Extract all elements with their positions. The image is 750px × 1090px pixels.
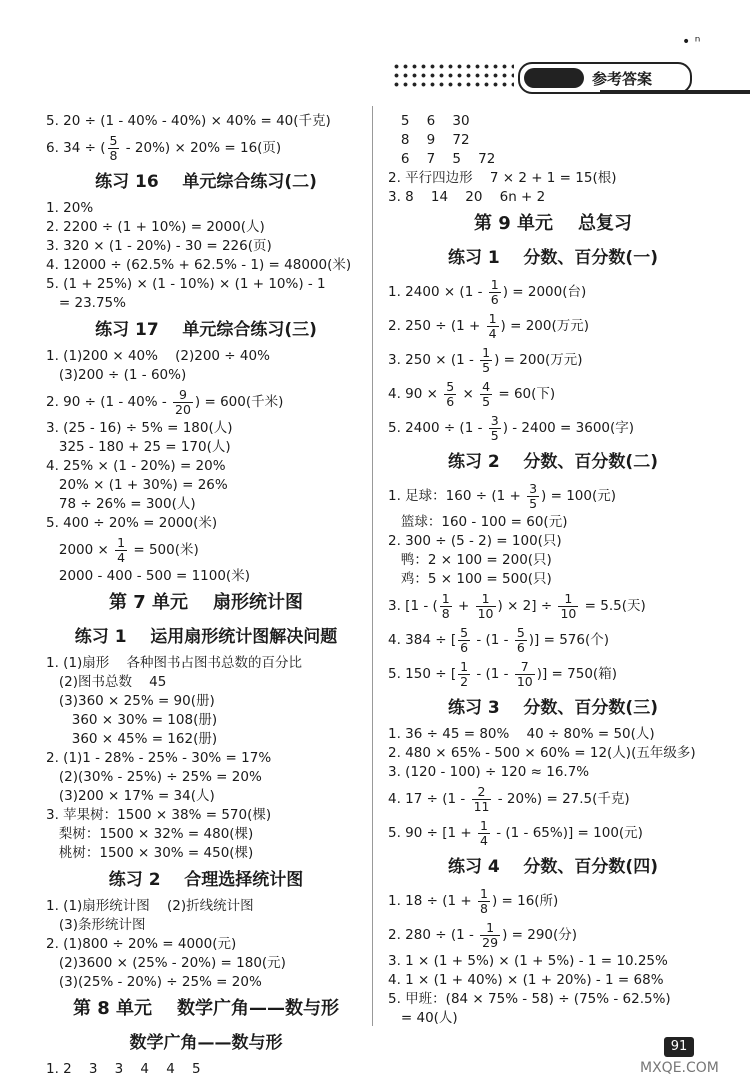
fraction: $\frac{1}{6}$ <box>490 276 499 307</box>
fraction: $\frac{1}{29}$ <box>482 919 499 950</box>
answer-line: (3)条形统计图 <box>46 917 146 933</box>
answer-line: 2. (1)800 ÷ 20% = 4000(元) <box>46 936 237 952</box>
answer-line: 1. (1)扇形统计图 (2)折线统计图 <box>46 898 254 914</box>
answer-line: 篮球：160 - 100 = 60(元) <box>388 514 568 530</box>
fraction: $\frac{1}{8}$ <box>480 885 488 916</box>
answer-line: 2. 250 ÷ (1 + $\frac{1}{4}$ ) = 200(万元) <box>388 310 590 341</box>
fraction: $\frac{1}{4}$ <box>488 310 497 341</box>
answer-line: 3. 320 × (1 - 20%) - 30 = 226(页) <box>46 238 272 254</box>
fraction: $\frac{1}{4}$ <box>117 534 126 565</box>
column-divider <box>372 106 373 1026</box>
right-column <box>388 112 718 1028</box>
fraction: $\frac{5}{8}$ <box>109 132 118 163</box>
answer-line: (3)360 × 25% = 90(册) <box>46 693 215 709</box>
answer-line: 1. 2 3 3 4 4 5 <box>46 1061 201 1077</box>
answer-line: 4. 384 ÷ [ $\frac{5}{6}$ - (1 - $\frac{5}{6}$ )] = 576(个) <box>388 624 610 655</box>
fraction: $\frac{1}{2}$ <box>460 658 469 689</box>
page-number: 91 <box>664 1037 694 1057</box>
unit-heading: 第 8 单元 数学广角——数与形 <box>72 998 340 1019</box>
answer-line: 8 9 72 <box>388 132 470 148</box>
section-heading: 练习 4 分数、百分数(四) <box>448 857 658 877</box>
answer-line: 3. 1 × (1 + 5%) × (1 + 5%) - 1 = 10.25% <box>388 953 668 969</box>
answer-line: 78 ÷ 26% = 300(人) <box>46 496 196 512</box>
answer-line: 2. 90 ÷ (1 - 40% - $\frac{9}{20}$ ) = 600(千米) <box>46 386 284 417</box>
answer-line: 5. 甲班：(84 × 75% - 58) ÷ (75% - 62.5%) <box>388 991 671 1007</box>
unit-heading: 第 7 单元 扇形统计图 <box>108 592 304 613</box>
answer-line: 1. 20% <box>46 200 94 216</box>
answer-line: 1. 2400 × (1 - $\frac{1}{6}$ ) = 2000(台) <box>388 276 587 307</box>
answer-line: 360 × 30% = 108(册) <box>46 712 218 728</box>
answer-line: 5. 150 ÷ [ $\frac{1}{2}$ - (1 - $\frac{7}{10}$ )] = 750(箱) <box>388 658 617 689</box>
answer-line: = 23.75% <box>46 295 126 311</box>
answer-line: (2)(30% - 25%) ÷ 25% = 20% <box>46 769 262 785</box>
answer-line: (3)200 ÷ (1 - 60%) <box>46 367 187 383</box>
fraction: $\frac{1}{4}$ <box>480 817 488 848</box>
fraction: $\frac{1}{8}$ <box>441 590 450 621</box>
answer-line: 5 6 30 <box>388 113 470 129</box>
answer-line: 1. (1)扇形 各种图书占图书总数的百分比 <box>46 655 302 671</box>
answer-line: 360 × 45% = 162(册) <box>46 731 218 747</box>
fraction: $\frac{5}{6}$ <box>516 624 525 655</box>
section-heading: 练习 1 运用扇形统计图解决问题 <box>74 627 338 647</box>
answer-line: 6. 34 ÷ ( $\frac{5}{8}$ - 20%) × 20% = 16(页) <box>46 132 282 163</box>
answer-line: 3. 8 14 20 6n + 2 <box>388 189 546 205</box>
section-heading: 练习 17 单元综合练习(三) <box>95 320 317 340</box>
header-label: 参考答案 <box>592 70 653 88</box>
section-heading: 练习 2 合理选择统计图 <box>108 870 304 890</box>
watermark: MXQE.COM <box>640 1060 719 1076</box>
tab-dark-pill <box>524 68 584 88</box>
answer-line: (2)3600 × (25% - 20%) = 180(元) <box>46 955 286 971</box>
dot-grid-decoration <box>392 62 514 90</box>
answer-line: 2. 480 × 65% - 500 × 60% = 12(人)(五年级多) <box>388 745 696 761</box>
answer-line: 3. [1 - ( $\frac{1}{8}$ + $\frac{1}{10}$ ) × 2] ÷ $\frac{1}{10}$ = 5.5(天) <box>388 590 646 621</box>
answer-line: 5. (1 + 25%) × (1 - 10%) × (1 + 10%) - 1 <box>46 276 326 292</box>
answer-line: (2)图书总数 45 <box>46 674 167 690</box>
section-heading: 练习 16 单元综合练习(二) <box>95 172 317 192</box>
answer-line: 2. 平行四边形 7 × 2 + 1 = 15(根) <box>388 170 617 186</box>
fraction: $\frac{9}{20}$ <box>175 386 191 417</box>
answer-line: 2. 300 ÷ (5 - 2) = 100(只) <box>388 533 562 549</box>
answer-line: 3. 苹果树：1500 × 38% = 570(棵) <box>46 807 272 823</box>
answer-line: 2. 2200 ÷ (1 + 10%) = 2000(人) <box>46 219 265 235</box>
answer-line: 2. (1)1 - 28% - 25% - 30% = 17% <box>46 750 272 766</box>
answer-line: 3. (120 - 100) ÷ 120 ≈ 16.7% <box>388 764 590 780</box>
answer-line: 20% × (1 + 30%) = 26% <box>46 477 228 493</box>
section-heading: 数学广角——数与形 <box>129 1033 283 1053</box>
fraction: $\frac{1}{10}$ <box>560 590 577 621</box>
answer-line: 1. (1)200 × 40% (2)200 ÷ 40% <box>46 348 270 364</box>
answer-line: 4. 25% × (1 - 20%) = 20% <box>46 458 226 474</box>
answer-line: 5. 400 ÷ 20% = 2000(米) <box>46 515 218 531</box>
fraction: $\frac{5}{6}$ <box>446 378 455 409</box>
answer-line: (3)(25% - 20%) ÷ 25% = 20% <box>46 974 262 990</box>
answer-line: 2. 280 ÷ (1 - $\frac{1}{29}$ ) = 290(分) <box>388 919 578 950</box>
section-heading: 练习 3 分数、百分数(三) <box>448 698 658 718</box>
answer-line: 1. 足球：160 ÷ (1 + $\frac{3}{5}$ ) = 100(元) <box>388 480 617 511</box>
unit-heading: 第 9 单元 总复习 <box>473 213 633 234</box>
fraction: $\frac{7}{10}$ <box>516 658 533 689</box>
answer-line: 1. 36 ÷ 45 = 80% 40 ÷ 80% = 50(人) <box>388 726 655 742</box>
answer-line: 4. 17 ÷ (1 - $\frac{2}{11}$ - 20%) = 27.5(千克) <box>388 783 630 814</box>
fraction: $\frac{3}{5}$ <box>529 480 538 511</box>
answer-line: 桃树：1500 × 30% = 450(棵) <box>46 845 254 861</box>
answer-line: 6 7 5 72 <box>388 151 496 167</box>
fraction: $\frac{2}{11}$ <box>473 783 490 814</box>
answer-line: 2000 × $\frac{1}{4}$ = 500(米) <box>46 534 199 565</box>
fraction: $\frac{1}{10}$ <box>477 590 494 621</box>
answer-line: = 40(人) <box>388 1010 458 1026</box>
answer-line: 1. 18 ÷ (1 + $\frac{1}{8}$ ) = 16(所) <box>388 885 559 916</box>
answer-line: (3)200 × 17% = 34(人) <box>46 788 215 804</box>
answer-line: 325 - 180 + 25 = 170(人) <box>46 439 231 455</box>
fraction: $\frac{5}{6}$ <box>460 624 469 655</box>
answer-line: 4. 12000 ÷ (62.5% + 62.5% - 1) = 48000(米) <box>46 257 352 273</box>
answer-line: 4. 1 × (1 + 40%) × (1 + 20%) - 1 = 68% <box>388 972 664 988</box>
answer-line: 梨树：1500 × 32% = 480(棵) <box>46 826 254 842</box>
swoosh-decoration-icon: • ⁿ <box>682 34 701 50</box>
answer-line: 3. 250 × (1 - $\frac{1}{5}$ ) = 200(万元) <box>388 344 583 375</box>
answer-line: 2000 - 400 - 500 = 1100(米) <box>46 568 250 584</box>
answer-line: 4. 90 × $\frac{5}{6}$ × $\frac{4}{5}$ = 60(下) <box>388 378 556 409</box>
answer-line: 5. 2400 ÷ (1 - $\frac{3}{5}$ ) - 2400 = 3600(字) <box>388 412 635 443</box>
section-heading: 练习 1 分数、百分数(一) <box>448 248 658 268</box>
answer-line: 鸭：2 × 100 = 200(只) <box>388 552 552 568</box>
header-rule <box>600 90 750 94</box>
section-heading: 练习 2 分数、百分数(二) <box>448 452 658 472</box>
answer-line: 鸡：5 × 100 = 500(只) <box>388 571 552 587</box>
answer-line: 3. (25 - 16) ÷ 5% = 180(人) <box>46 420 233 436</box>
fraction: $\frac{4}{5}$ <box>482 378 491 409</box>
fraction: $\frac{1}{5}$ <box>482 344 491 375</box>
answer-line: 5. 90 ÷ [1 + $\frac{1}{4}$ - (1 - 65%)] = 100(元) <box>388 817 643 848</box>
left-column <box>46 112 366 1079</box>
fraction: $\frac{3}{5}$ <box>490 412 499 443</box>
answer-line: 5. 20 ÷ (1 - 40% - 40%) × 40% = 40(千克) <box>46 113 331 129</box>
